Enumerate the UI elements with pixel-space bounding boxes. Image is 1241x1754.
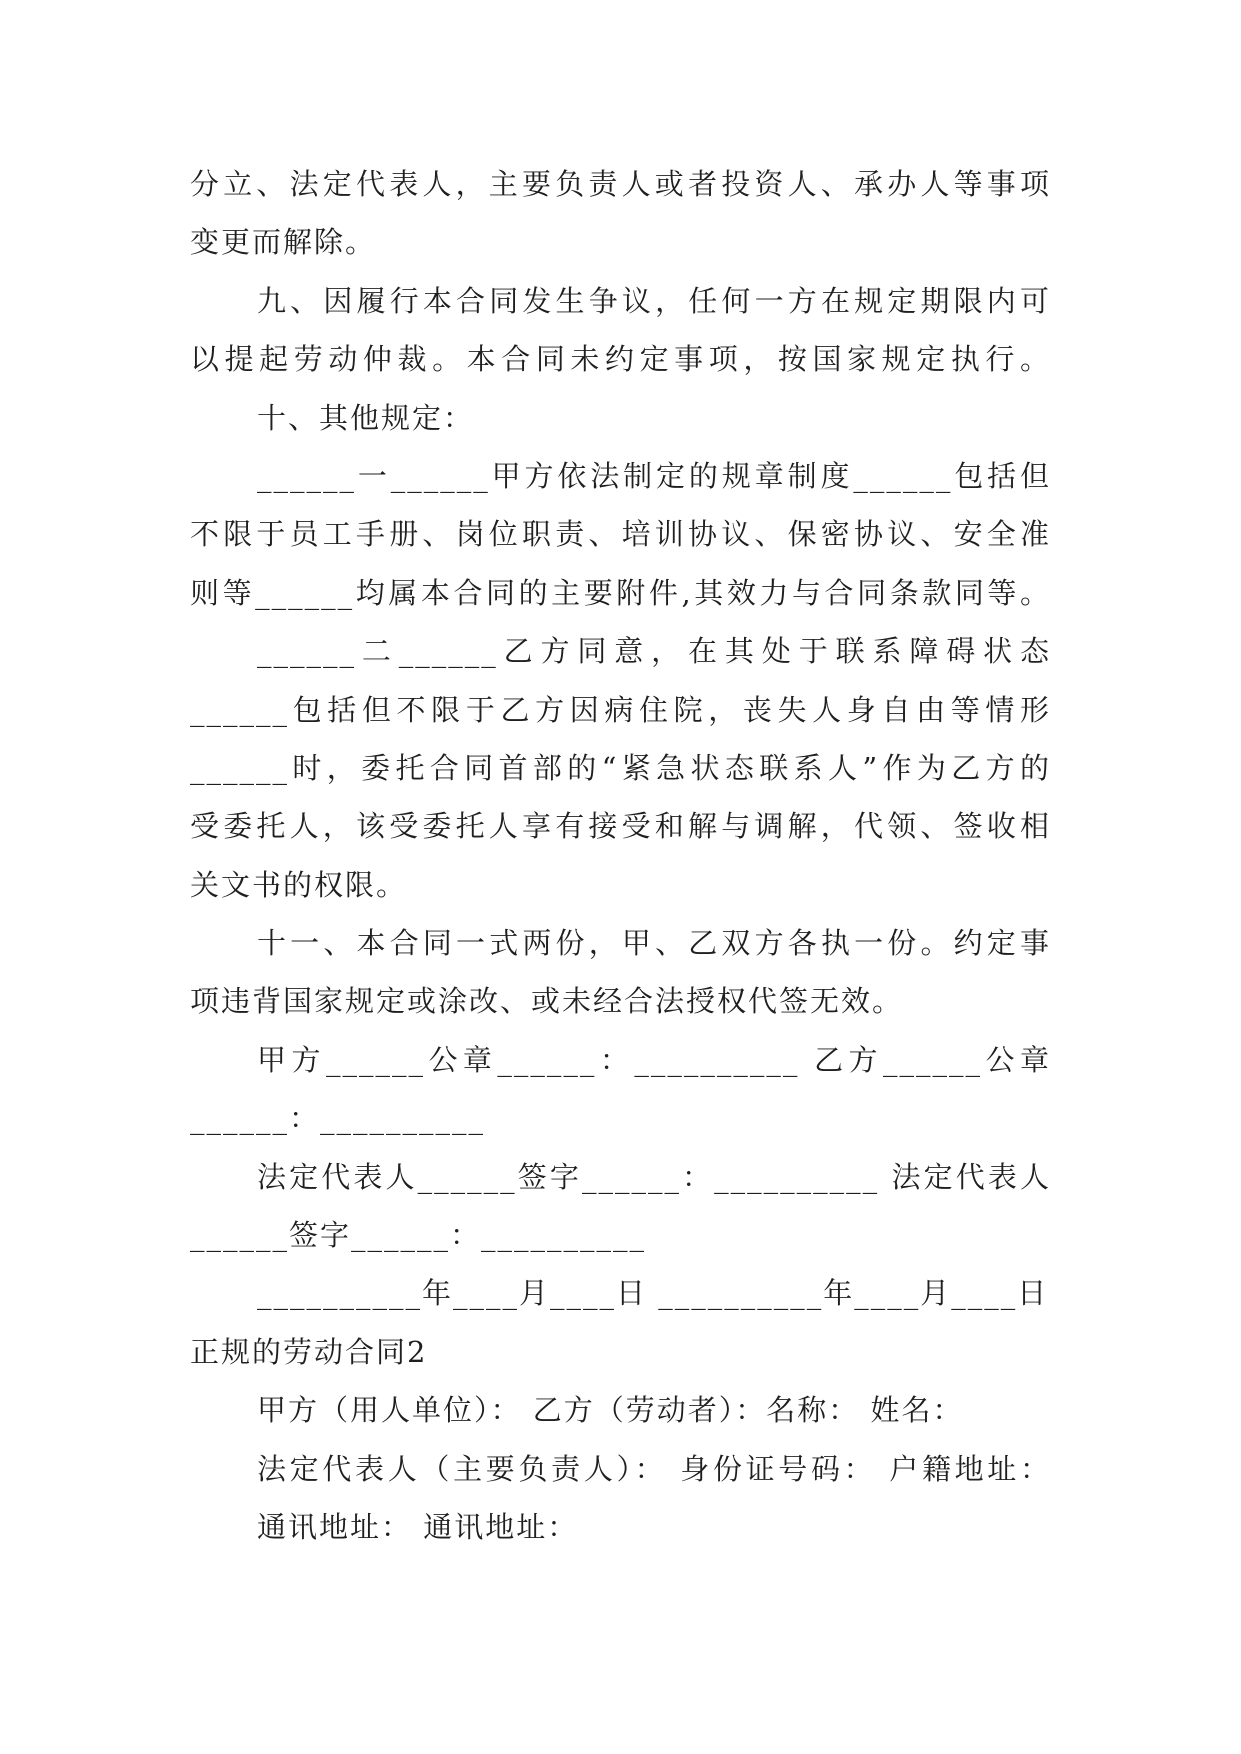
- text-line: 则等______均属本合同的主要附件,其效力与合同条款同等。: [190, 575, 1051, 610]
- text-line: 九、因履行本合同发生争议，任何一方在规定期限内可: [257, 283, 1051, 318]
- signature-representative-row: [190, 1148, 1051, 1265]
- text-line: 不限于员工手册、岗位职责、培训协议、保密协议、安全准: [190, 517, 1051, 552]
- document-body: [190, 155, 1051, 1556]
- text-line: 法定代表人（主要负责人）： 身份证号码： 户籍地址：: [257, 1451, 1051, 1486]
- text-line: ______签字______：__________: [190, 1218, 647, 1253]
- signature-date-row: [190, 1264, 1051, 1322]
- clause-10-heading: [190, 389, 1051, 447]
- text-line: 法定代表人______签字______：__________ 法定代表人: [257, 1159, 1051, 1194]
- text-line: 甲方（用人单位）： 乙方（劳动者）：名称： 姓名：: [257, 1393, 964, 1428]
- text-line: 分立、法定代表人，主要负责人或者投资人、承办人等事项: [190, 167, 1051, 201]
- text-line: 项违背国家规定或涂改、或未经合法授权代签无效。: [190, 984, 904, 1019]
- clause-10-item-2: [190, 622, 1051, 914]
- text-line: 正规的劳动合同2: [190, 1334, 428, 1369]
- party-info-row: [190, 1381, 1051, 1439]
- representative-id-row: [190, 1440, 1051, 1498]
- text-line: __________年____月____日 __________年____月____日: [257, 1276, 1049, 1311]
- clause-9: [190, 272, 1051, 389]
- text-line: ______时，委托合同首部的“紧急状态联系人”作为乙方的: [190, 750, 1051, 785]
- text-line: 十、其他规定：: [257, 400, 475, 435]
- clause-10-item-1: [190, 447, 1051, 622]
- clause-8-continuation: [190, 155, 1051, 272]
- text-line: 关文书的权限。: [190, 867, 408, 902]
- text-line: ______：__________: [190, 1101, 486, 1136]
- text-line: ______二______乙方同意，在其处于联系障碍状态: [257, 634, 1051, 669]
- text-line: 变更而解除。: [190, 225, 377, 260]
- text-line: 通讯地址： 通讯地址：: [257, 1509, 579, 1544]
- signature-seal-row: [190, 1031, 1051, 1148]
- text-line: 十一、本合同一式两份，甲、乙双方各执一份。约定事: [257, 926, 1051, 961]
- text-line: 受委托人，该受委托人享有接受和解与调解，代领、签收相: [190, 809, 1051, 844]
- text-line: 以提起劳动仲裁。本合同未约定事项，按国家规定执行。: [190, 342, 1051, 377]
- text-line: ______包括但不限于乙方因病住院，丧失人身自由等情形: [190, 692, 1051, 727]
- contract-2-title: [190, 1323, 1051, 1381]
- text-line: ______一______甲方依法制定的规章制度______包括但: [257, 458, 1051, 493]
- address-row: [190, 1498, 1051, 1556]
- clause-11: [190, 914, 1051, 1031]
- text-line: 甲方______公章______：__________ 乙方______公章: [257, 1042, 1051, 1077]
